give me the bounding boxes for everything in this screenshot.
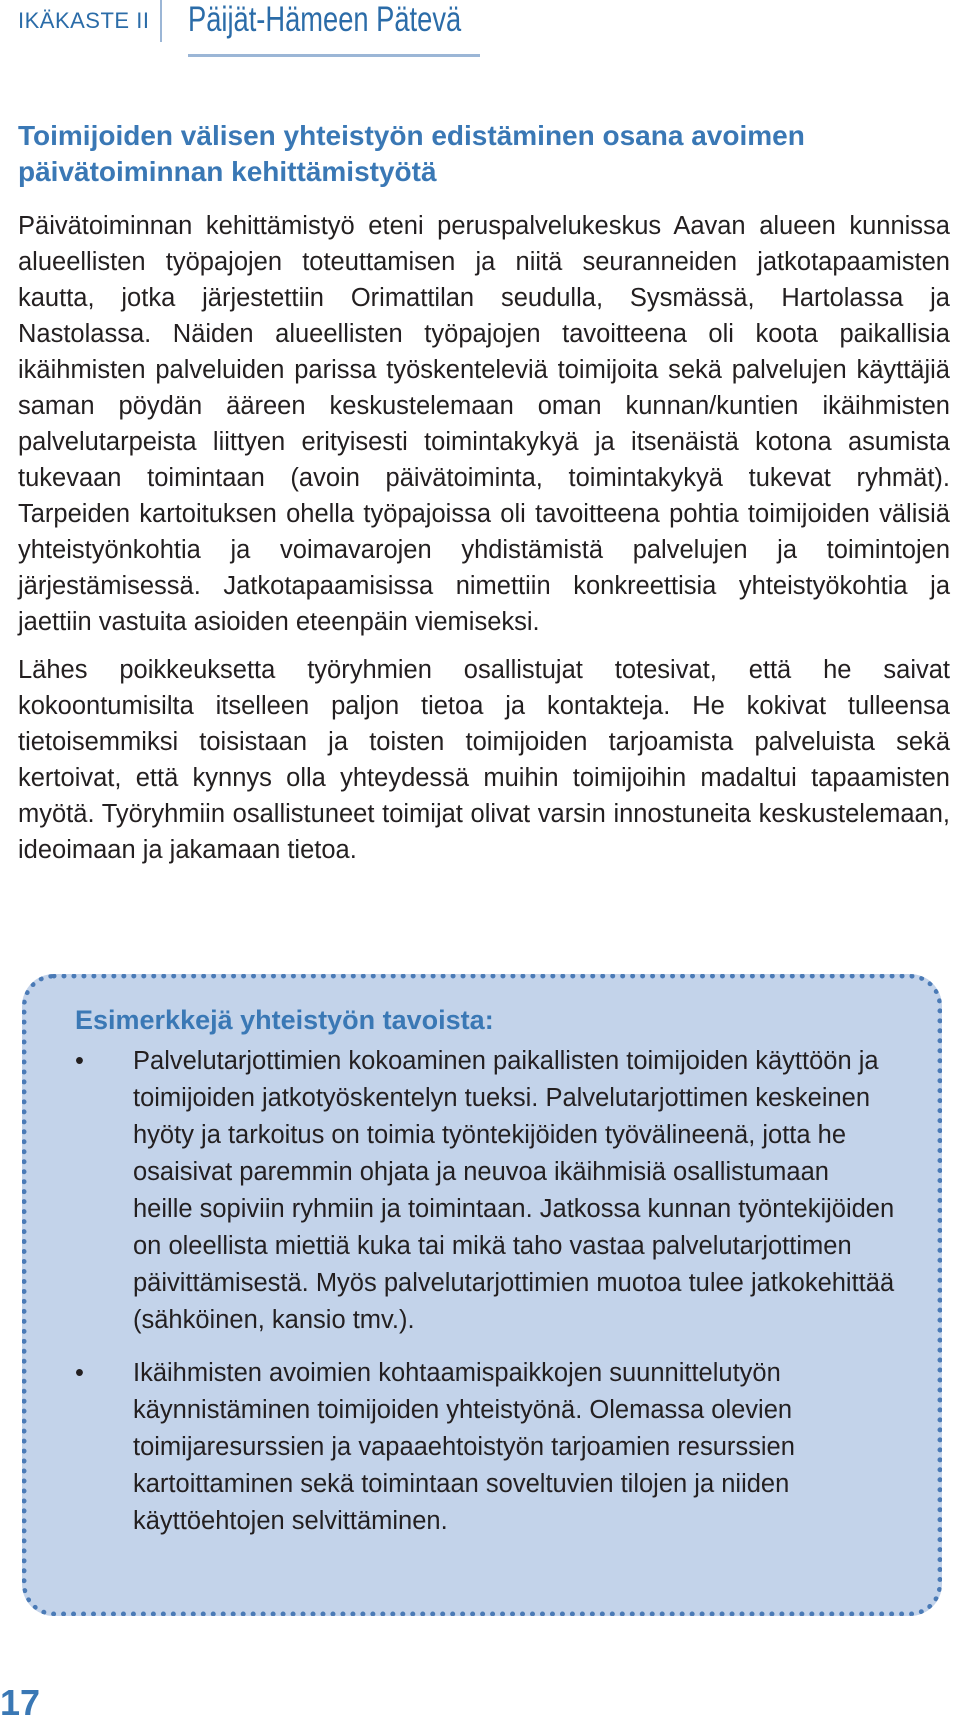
bullet-icon: • [75, 1359, 84, 1387]
article-body [18, 208, 950, 880]
header-divider [160, 0, 162, 42]
examples-list [75, 1043, 895, 1556]
examples-box [22, 974, 942, 1616]
list-item-text: Ikäihmisten avoimien kohtaamispaikkojen suunnittelutyön käynnistäminen toimijoiden yhteistyönä. Olemassa olevien toimijaresurssien ja vapaaehtoistyön tarjoamien resurssien kartoittaminen sekä toimintaan soveltuvien tilojen ja niiden käyttöehtojen selvittäminen. [133, 1359, 795, 1535]
page-header [18, 8, 149, 38]
publication-title: Päijät-Hämeen Pätevä [188, 0, 462, 39]
paragraph: Lähes poikkeuksetta työryhmien osallistujat totesivat, että he saivat kokoontumisilta itselleen paljon tietoa ja kontakteja. He kokivat tulleensa tietoisemmiksi toisistaan ja toisten toimijoiden tarjoamista palveluista sekä kertoivat, että kynnys olla yhteydessä muihin toimijoihin madaltui tapaamisten myötä. Työryhmiin osallistuneet toimijat olivat varsin innostuneita keskustelemaan, ideoimaan ja jakamaan tietoa. [18, 656, 950, 864]
page-number: 17 [0, 1682, 41, 1723]
header-underline [188, 54, 480, 57]
paragraph: Päivätoiminnan kehittämistyö eteni peruspalvelukeskus Aavan alueen kunnissa alueellisten työpajojen toteuttamisen ja niitä seuranneiden jatkotapaamisten kautta, jotka järjestettiin Orimattilan seudulla, Sysmässä, Hartolassa ja Nastolassa. Näiden alueellisten työpajojen tavoitteena oli koota paikallisia ikäihmisten palveluiden parissa työskenteleviä toimijoita sekä palvelujen käyttäjiä saman pöydän ääreen keskustelemaan oman kunnan/kuntien ikäihmisten palvelutarpeista liittyen erityisesti toimintakykyä ja itsenäistä kotona asumista tukevaan toimintaan (avoin päivätoiminta, toimintakykyä tukevat ryhmät). Tarpeiden kartoituksen ohella työpajoissa oli tavoitteena pohtia toimijoiden välisiä yhteistyönkohtia ja voimavarojen yhdistämistä palvelujen ja toimintojen järjestämisessä. Jatkotapaamisissa nimettiin konkreettisia yhteistyökohtia ja jaettiin vastuita asioiden eteenpäin viemiseksi. [18, 212, 950, 636]
list-item-text: Palvelutarjottimien kokoaminen paikallisten toimijoiden käyttöön ja toimijoiden jatkotyöskentelyn tueksi. Palvelutarjottimen keskeinen hyöty ja tarkoitus on toimia työntekijöiden työvälineenä, jotta he osaisivat paremmin ohjata ja neuvoa ikäihmisiä osallistumaan heille sopiviin ryhmiin ja toimintaan. Jatkossa kunnan työntekijöiden on oleellista miettiä kuka tai mikä taho vastaa palvelutarjottimen päivittämisestä. Myös palvelutarjottimien muotoa tulee jatkokehittää (sähköinen, kansio tmv.). [133, 1047, 895, 1334]
article-heading: Toimijoiden välisen yhteistyön edistäminen osana avoimen päivätoiminnan kehittämistyötä [18, 120, 805, 187]
list-item [75, 1355, 895, 1540]
list-item [75, 1043, 895, 1339]
series-label: IKÄKASTE II [18, 8, 150, 33]
bullet-icon: • [75, 1047, 84, 1075]
box-title: Esimerkkejä yhteistyön tavoista: [75, 1005, 494, 1035]
